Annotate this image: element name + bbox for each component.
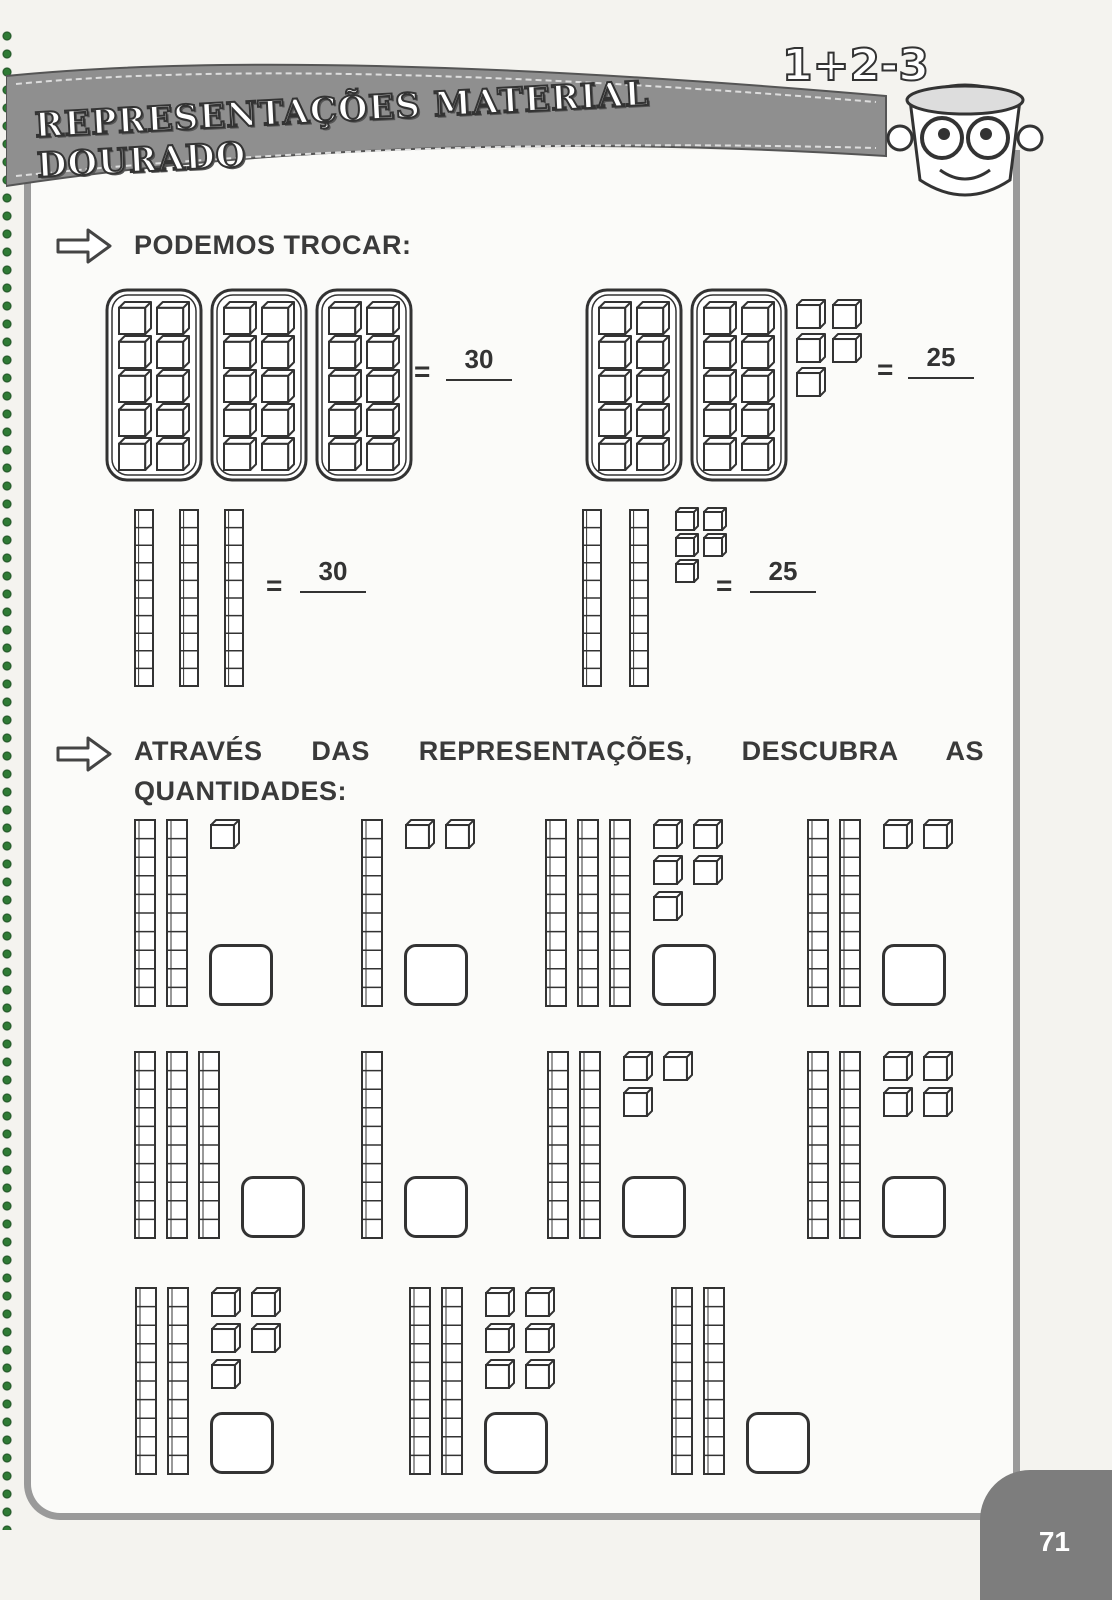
ten-rod (548, 1052, 568, 1238)
unit-cube (924, 820, 952, 848)
answer-30-rods: 30 (300, 556, 366, 593)
unit-cube (212, 1324, 240, 1352)
answer-box[interactable] (622, 1176, 686, 1238)
ten-rod (580, 1052, 600, 1238)
answer-box[interactable] (209, 944, 273, 1006)
unit-cube (212, 1288, 240, 1316)
ten-rod (199, 1052, 219, 1238)
unit-cube (884, 1088, 912, 1116)
unit-cube (446, 820, 474, 848)
answer-30-flats: 30 (446, 344, 512, 381)
answer-box[interactable] (882, 1176, 946, 1238)
unit-cube (624, 1088, 652, 1116)
ten-rod (840, 1052, 860, 1238)
unit-cube (526, 1360, 554, 1388)
ten-rod (808, 820, 828, 1006)
unit-cube (884, 820, 912, 848)
ten-rod (442, 1288, 462, 1474)
ten-rod (704, 1288, 724, 1474)
ten-rod (840, 820, 860, 1006)
answer-25-flats: 25 (908, 342, 974, 379)
answer-box[interactable] (404, 944, 468, 1006)
page-title: REPRESENTAÇÕES MATERIAL DOURADO (33, 73, 651, 186)
unit-cube (924, 1088, 952, 1116)
unit-cube (526, 1288, 554, 1316)
equals-sign: = (266, 570, 283, 601)
unit-cube (406, 820, 434, 848)
ten-rod (672, 1288, 692, 1474)
unit-cube (884, 1052, 912, 1080)
unit-cube (252, 1324, 280, 1352)
ten-rod (167, 1052, 187, 1238)
answer-box[interactable] (746, 1412, 810, 1474)
ten-rod (578, 820, 598, 1006)
section1-heading: PODEMOS TROCAR: (134, 230, 412, 260)
ten-rod (546, 820, 566, 1006)
section2-heading-line2: QUANTIDADES: (134, 776, 347, 806)
ten-rod (135, 1052, 155, 1238)
ten-rod (136, 1288, 156, 1474)
answer-box[interactable] (484, 1412, 548, 1474)
unit-cube (212, 1360, 240, 1388)
unit-cube (252, 1288, 280, 1316)
unit-cube (654, 856, 682, 884)
math-decoration: 1+2-3 (782, 40, 929, 91)
answer-box[interactable] (241, 1176, 305, 1238)
unit-cube (211, 820, 239, 848)
ten-rod (167, 820, 187, 1006)
answer-25-rods: 25 (750, 556, 816, 593)
unit-cube (624, 1052, 652, 1080)
ten-rod (135, 820, 155, 1006)
equals-sign: = (716, 570, 733, 601)
answer-box[interactable] (210, 1412, 274, 1474)
ten-rod (362, 1052, 382, 1238)
unit-cube (486, 1324, 514, 1352)
page-number: 71 (1038, 1526, 1070, 1557)
unit-cube (694, 820, 722, 848)
answer-box[interactable] (652, 944, 716, 1006)
ten-rod (610, 820, 630, 1006)
ten-rod (410, 1288, 430, 1474)
equals-sign: = (414, 356, 431, 387)
unit-cube (924, 1052, 952, 1080)
unit-cube (654, 892, 682, 920)
unit-cube (694, 856, 722, 884)
section2-heading-line1: ATRAVÉS DAS REPRESENTAÇÕES, DESCUBRA AS (134, 736, 984, 766)
unit-cube (664, 1052, 692, 1080)
ten-rod (168, 1288, 188, 1474)
ten-rod (362, 820, 382, 1006)
unit-cube (526, 1324, 554, 1352)
unit-cube (486, 1360, 514, 1388)
unit-cube (486, 1288, 514, 1316)
unit-cube (654, 820, 682, 848)
answer-box[interactable] (882, 944, 946, 1006)
answer-box[interactable] (404, 1176, 468, 1238)
ten-rod (808, 1052, 828, 1238)
equals-sign: = (877, 354, 894, 385)
